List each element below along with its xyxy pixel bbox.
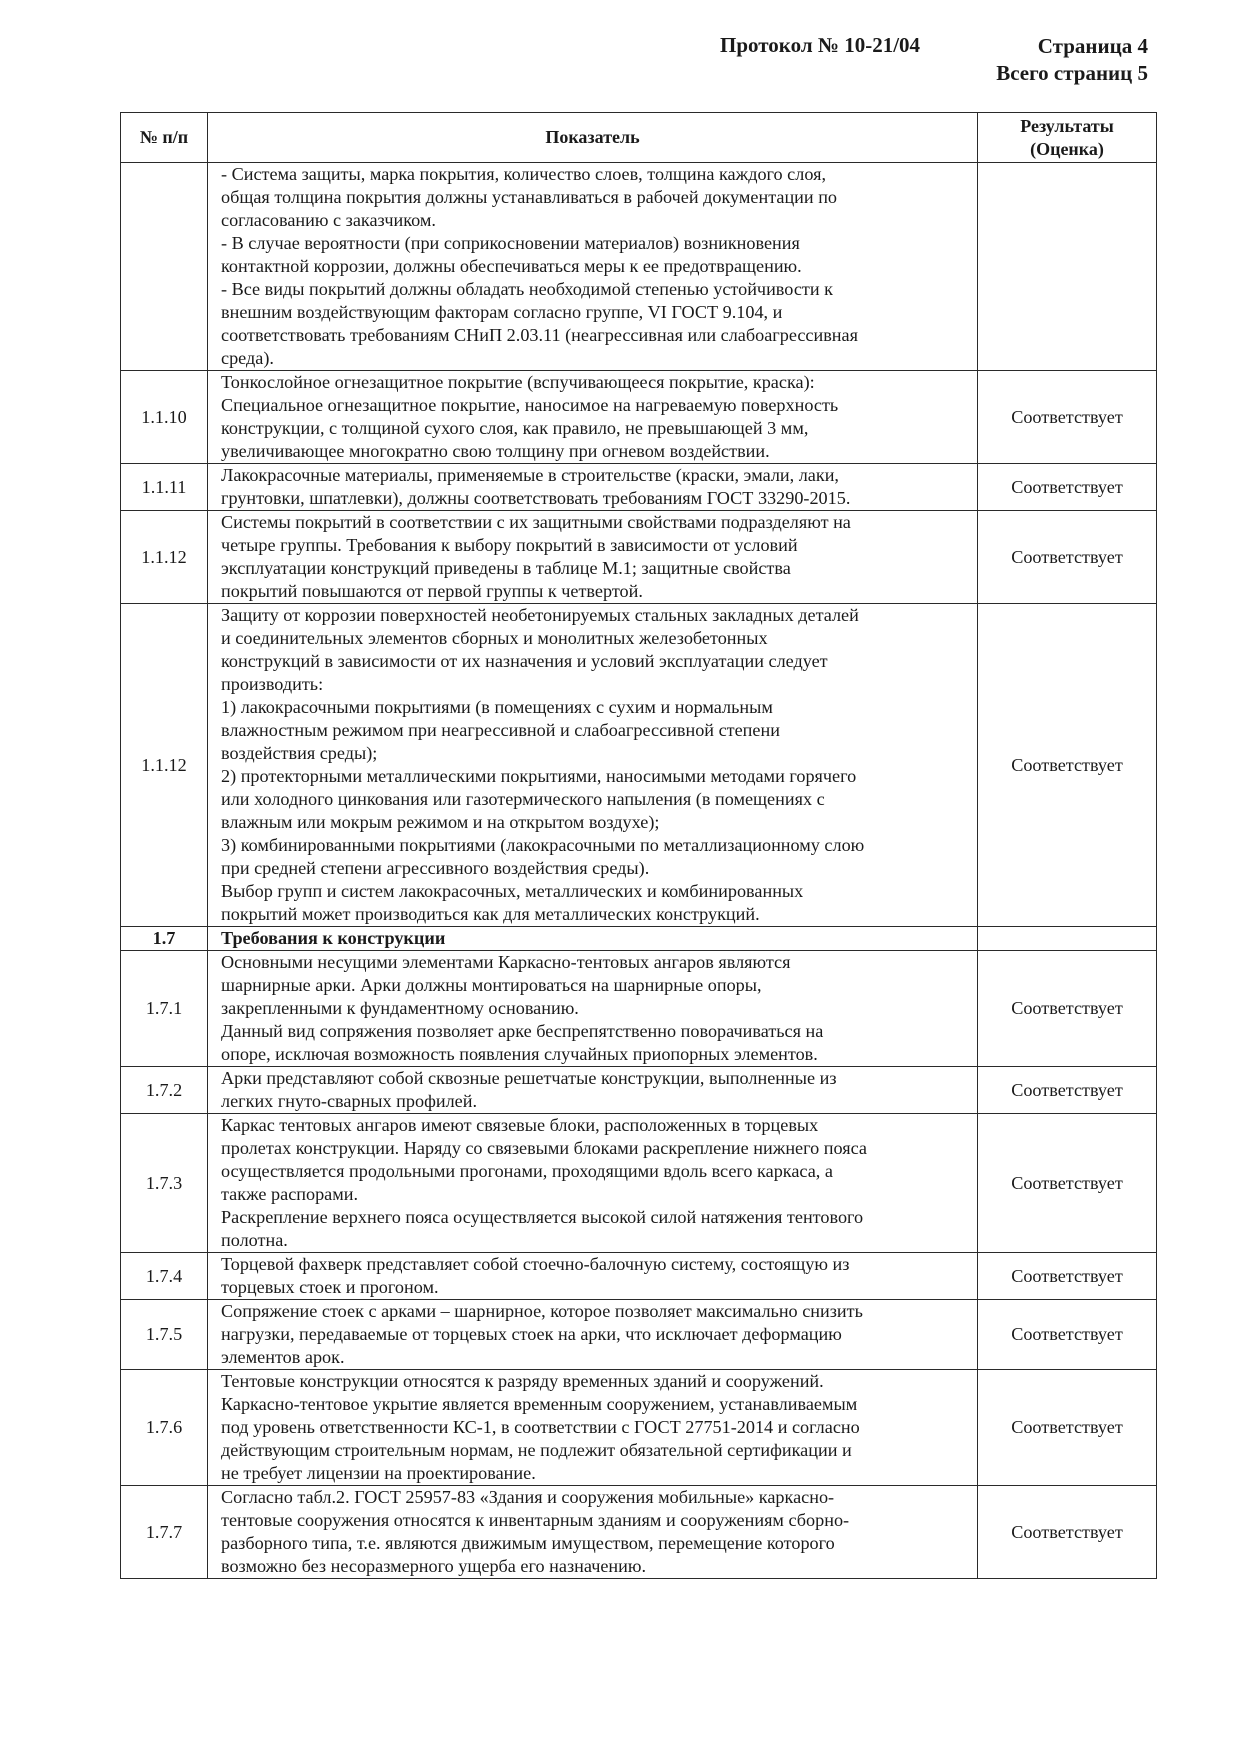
indicator-line: Тентовые конструкции относятся к разряду временных зданий и сооружений. xyxy=(221,1371,824,1391)
indicator-text xyxy=(208,464,978,511)
result-cell: Соответствует xyxy=(978,951,1157,1067)
row-number xyxy=(121,163,208,371)
indicator-line: соответствовать требованиям СНиП 2.03.11 (неагрессивная или слабоагрессивная xyxy=(221,325,858,345)
indicator-line: увеличивающее многократно свою толщину при огневом воздействии. xyxy=(221,441,770,461)
indicator-line: тентовые сооружения относятся к инвентарным зданиям и сооружениям сборно- xyxy=(221,1510,850,1530)
indicator-line: воздействия среды); xyxy=(221,743,378,763)
section-title xyxy=(208,927,978,951)
indicator-line: среда). xyxy=(221,348,274,368)
indicator-line: Каркас тентовых ангаров имеют связевые блоки, расположенных в торцевых xyxy=(221,1115,819,1135)
table-body xyxy=(121,163,1157,1579)
result-cell: Соответствует xyxy=(978,371,1157,464)
indicator-line: покрытий повышаются от первой группы к четвертой. xyxy=(221,581,643,601)
indicator-line: легких гнуто-сварных профилей. xyxy=(221,1091,478,1111)
indicator-line: 2) протекторными металлическими покрытиями, наносимыми методами горячего xyxy=(221,766,857,786)
column-header-result-line2: (Оценка) xyxy=(1030,138,1104,159)
table-row xyxy=(121,511,1157,604)
indicator-line: Системы покрытий в соответствии с их защитными свойствами подразделяют на xyxy=(221,512,851,532)
indicator-text xyxy=(208,1486,978,1579)
row-number: 1.7.1 xyxy=(121,951,208,1067)
indicator-line: контактной коррозии, должны обеспечиваться меры к ее предотвращению. xyxy=(221,256,802,276)
protocol-number: Протокол № 10-21/04 xyxy=(720,33,921,57)
indicator-line: Лакокрасочные материалы, применяемые в строительстве (краски, эмали, лаки, xyxy=(221,465,839,485)
indicator-line: внешним воздействующим факторам согласно группе, VI ГОСТ 9.104, и xyxy=(221,302,783,322)
indicator-line: не требует лицензии на проектирование. xyxy=(221,1463,536,1483)
indicator-line: элементов арок. xyxy=(221,1347,345,1367)
indicator-line: - Система защиты, марка покрытия, количество слоев, толщина каждого слоя, xyxy=(221,164,826,184)
indicator-line: Арки представляют собой сквозные решетчатые конструкции, выполненные из xyxy=(221,1068,837,1088)
row-number: 1.7.4 xyxy=(121,1253,208,1300)
indicator-text xyxy=(208,604,978,927)
indicator-line: Выбор групп и систем лакокрасочных, металлических и комбинированных xyxy=(221,881,804,901)
result-cell: Соответствует xyxy=(978,1114,1157,1253)
row-number: 1.1.12 xyxy=(121,604,208,927)
indicator-text xyxy=(208,1370,978,1486)
indicator-line: опоре, исключая возможность появления случайных приопорных элементов. xyxy=(221,1044,818,1064)
indicator-line: Тонкослойное огнезащитное покрытие (вспучивающееся покрытие, краска): xyxy=(221,372,815,392)
table-row xyxy=(121,1114,1157,1253)
table-row xyxy=(121,1300,1157,1370)
table-row xyxy=(121,1486,1157,1579)
indicator-line: также распорами. xyxy=(221,1184,359,1204)
indicator-line: под уровень ответственности КС-1, в соответствии с ГОСТ 27751-2014 и согласно xyxy=(221,1417,860,1437)
indicator-line: при средней степени агрессивного воздействия среды). xyxy=(221,858,650,878)
indicator-line: возможно без несоразмерного ущерба его назначению. xyxy=(221,1556,647,1576)
result-cell xyxy=(978,163,1157,371)
section-row xyxy=(121,927,1157,951)
row-number: 1.1.10 xyxy=(121,371,208,464)
indicator-line: разборного типа, т.е. являются движимым имуществом, перемещение которого xyxy=(221,1533,835,1553)
indicator-text xyxy=(208,951,978,1067)
table-row xyxy=(121,163,1157,371)
column-header-indicator: Показатель xyxy=(208,113,978,163)
row-number: 1.7.2 xyxy=(121,1067,208,1114)
result-cell: Соответствует xyxy=(978,1370,1157,1486)
indicator-line: полотна. xyxy=(221,1230,288,1250)
table-row xyxy=(121,371,1157,464)
result-cell: Соответствует xyxy=(978,1067,1157,1114)
result-cell: Соответствует xyxy=(978,464,1157,511)
total-pages: Всего страниц 5 xyxy=(996,61,1148,85)
page-number: Страница 4 xyxy=(1037,34,1148,58)
indicator-line: Раскрепление верхнего пояса осуществляется высокой силой натяжения тентового xyxy=(221,1207,864,1227)
row-number: 1.1.11 xyxy=(121,464,208,511)
column-header-result xyxy=(978,113,1157,163)
table-row xyxy=(121,951,1157,1067)
indicator-line: Требования к конструкции xyxy=(221,928,446,948)
indicator-line: осуществляется продольными прогонами, проходящими вдоль всего каркаса, а xyxy=(221,1161,833,1181)
column-header-num: № п/п xyxy=(121,113,208,163)
table-row xyxy=(121,1370,1157,1486)
row-number: 1.7.7 xyxy=(121,1486,208,1579)
indicator-line: нагрузки, передаваемые от торцевых стоек на арки, что исключает деформацию xyxy=(221,1324,842,1344)
indicator-line: грунтовки, шпатлевки), должны соответствовать требованиям ГОСТ 33290-2015. xyxy=(221,488,851,508)
indicator-line: Данный вид сопряжения позволяет арке беспрепятственно поворачиваться на xyxy=(221,1021,824,1041)
indicator-line: покрытий может производиться как для металлических конструкций. xyxy=(221,904,760,924)
indicator-line: 1) лакокрасочными покрытиями (в помещениях с сухим и нормальным xyxy=(221,697,773,717)
indicator-text xyxy=(208,371,978,464)
indicator-text xyxy=(208,1114,978,1253)
indicator-line: Основными несущими элементами Каркасно-тентовых ангаров являются xyxy=(221,952,791,972)
result-cell: Соответствует xyxy=(978,604,1157,927)
indicator-line: производить: xyxy=(221,674,324,694)
row-number: 1.7.3 xyxy=(121,1114,208,1253)
page-header xyxy=(700,30,1160,90)
indicator-text xyxy=(208,511,978,604)
table-row xyxy=(121,1253,1157,1300)
indicator-line: конструкций в зависимости от их назначения и условий эксплуатации следует xyxy=(221,651,828,671)
indicator-line: согласованию с заказчиком. xyxy=(221,210,436,230)
row-number: 1.7 xyxy=(121,927,208,951)
table-header-row xyxy=(121,113,1157,163)
indicator-line: 3) комбинированными покрытиями (лакокрасочными по металлизационному слою xyxy=(221,835,865,855)
indicator-line: шарнирные арки. Арки должны монтироваться на шарнирные опоры, xyxy=(221,975,762,995)
indicator-line: Сопряжение стоек с арками – шарнирное, которое позволяет максимально снизить xyxy=(221,1301,863,1321)
indicator-line: - В случае вероятности (при соприкосновении материалов) возникновения xyxy=(221,233,800,253)
indicator-line: закрепленными к фундаментному основанию. xyxy=(221,998,579,1018)
indicator-line: Каркасно-тентовое укрытие является временным сооружением, устанавливаемым xyxy=(221,1394,858,1414)
table-row xyxy=(121,464,1157,511)
indicator-line: влажным или мокрым режимом и на открытом воздухе); xyxy=(221,812,660,832)
indicator-line: четыре группы. Требования к выбору покрытий в зависимости от условий xyxy=(221,535,798,555)
row-number: 1.7.6 xyxy=(121,1370,208,1486)
indicator-line: эксплуатации конструкций приведены в таблице М.1; защитные свойства xyxy=(221,558,791,578)
indicator-line: и соединительных элементов сборных и монолитных железобетонных xyxy=(221,628,768,648)
indicator-line: конструкции, с толщиной сухого слоя, как правило, не превышающей 3 мм, xyxy=(221,418,809,438)
indicator-line: Специальное огнезащитное покрытие, наносимое на нагреваемую поверхность xyxy=(221,395,839,415)
result-cell: Соответствует xyxy=(978,1253,1157,1300)
indicator-line: торцевых стоек и прогоном. xyxy=(221,1277,439,1297)
table-row xyxy=(121,604,1157,927)
indicator-line: Защиту от коррозии поверхностей необетонируемых стальных закладных деталей xyxy=(221,605,859,625)
indicator-text xyxy=(208,1253,978,1300)
result-cell: Соответствует xyxy=(978,511,1157,604)
table-row xyxy=(121,1067,1157,1114)
indicator-line: или холодного цинкования или газотермического напыления (в помещениях с xyxy=(221,789,825,809)
result-cell: Соответствует xyxy=(978,1486,1157,1579)
result-cell: Соответствует xyxy=(978,1300,1157,1370)
indicator-line: Торцевой фахверк представляет собой стоечно-балочную систему, состоящую из xyxy=(221,1254,850,1274)
indicator-line: Согласно табл.2. ГОСТ 25957-83 «Здания и сооружения мобильные» каркасно- xyxy=(221,1487,835,1507)
indicator-line: пролетах конструкции. Наряду со связевыми блоками раскрепление нижнего пояса xyxy=(221,1138,867,1158)
indicator-line: влажностным режимом при неагрессивной и слабоагрессивной степени xyxy=(221,720,780,740)
result-cell xyxy=(978,927,1157,951)
protocol-table xyxy=(120,112,1157,1579)
indicator-text xyxy=(208,1300,978,1370)
indicator-line: общая толщина покрытия должны устанавливаться в рабочей документации по xyxy=(221,187,838,207)
indicator-text xyxy=(208,163,978,371)
indicator-line: действующим строительным нормам, не подлежит обязательной сертификации и xyxy=(221,1440,852,1460)
indicator-line: - Все виды покрытий должны обладать необходимой степенью устойчивости к xyxy=(221,279,833,299)
row-number: 1.1.12 xyxy=(121,511,208,604)
page-info xyxy=(996,33,1148,87)
column-header-result-line1: Результаты xyxy=(1020,115,1114,136)
row-number: 1.7.5 xyxy=(121,1300,208,1370)
indicator-text xyxy=(208,1067,978,1114)
